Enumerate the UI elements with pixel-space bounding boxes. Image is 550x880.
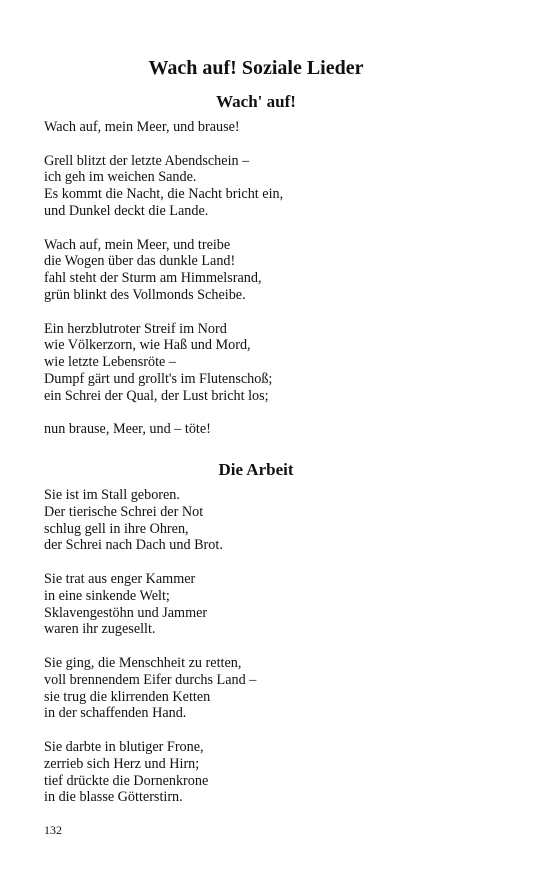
poem-title-die-arbeit: Die Arbeit: [218, 460, 294, 479]
poem-line: wie Völkerzorn, wie Haß und Mord,: [44, 337, 251, 354]
poem-line: Es kommt die Nacht, die Nacht bricht ein,: [44, 186, 284, 203]
poem-line: Ein herzblutroter Streif im Nord: [44, 320, 227, 337]
poem-line: Sie trat aus enger Kammer: [44, 570, 196, 587]
poem-die-arbeit: [44, 487, 468, 823]
stanza: [44, 655, 468, 722]
poem-line: schlug gell in ihre Ohren,: [44, 520, 189, 537]
book-title: Wach auf! Soziale Lieder: [148, 57, 364, 79]
stanza: [44, 571, 468, 638]
poem-line: in der schaffenden Hand.: [44, 705, 187, 722]
poem-line: Dumpf gärt und grollt's im Flutenschoß;: [44, 370, 273, 387]
poem-line: Der tierische Schrei der Not: [44, 503, 204, 520]
poem-line: tief drückte die Dornenkrone: [44, 772, 209, 789]
stanza: [44, 321, 468, 405]
poem-line: zerrieb sich Herz und Hirn;: [44, 755, 200, 772]
poem-line: die Wogen über das dunkle Land!: [44, 253, 236, 270]
poem-line: Sie ist im Stall geboren.: [44, 487, 180, 503]
poem-line: Sie darbte in blutiger Frone,: [44, 738, 204, 755]
poem-line: Sie ging, die Menschheit zu retten,: [44, 654, 242, 671]
poem-line: in die blasse Götterstirn.: [44, 789, 183, 806]
poem-line: waren ihr zugesellt.: [44, 621, 156, 638]
poem-line: wie letzte Lebensröte –: [44, 354, 176, 371]
poem-line: sie trug die klirrenden Ketten: [44, 688, 211, 705]
poem-line: und Dunkel deckt die Lande.: [44, 202, 209, 219]
poem-line: Wach auf, mein Meer, und treibe: [44, 236, 231, 253]
stanza: [44, 237, 468, 304]
poem-line: voll brennendem Eifer durchs Land –: [44, 671, 257, 688]
poem-line: Grell blitzt der letzte Abendschein –: [44, 152, 250, 169]
stanza: [44, 153, 468, 220]
poem-line: Sklavengestöhn und Jammer: [44, 604, 208, 621]
stanza: [44, 421, 468, 438]
poem-line: der Schrei nach Dach und Brot.: [44, 537, 223, 554]
poem-line: ich geh im weichen Sande.: [44, 169, 197, 186]
stanza: [44, 739, 468, 806]
poem-line: ein Schrei der Qual, der Lust bricht los;: [44, 387, 269, 404]
poem-line: grün blinkt des Vollmonds Scheibe.: [44, 286, 246, 303]
page-number: 132: [44, 823, 62, 837]
book-page: [44, 0, 468, 880]
poem-line: fahl steht der Sturm am Himmelsrand,: [44, 270, 262, 287]
poem-wach-auf: [44, 119, 468, 455]
poem-line: nun brause, Meer, und – töte!: [44, 421, 211, 438]
poem-line: Wach auf, mein Meer, und brause!: [44, 119, 240, 135]
stanza: [44, 119, 468, 136]
stanza: [44, 487, 468, 554]
poem-line: in eine sinkende Welt;: [44, 587, 170, 604]
poem-title-wach-auf: Wach' auf!: [216, 92, 296, 111]
